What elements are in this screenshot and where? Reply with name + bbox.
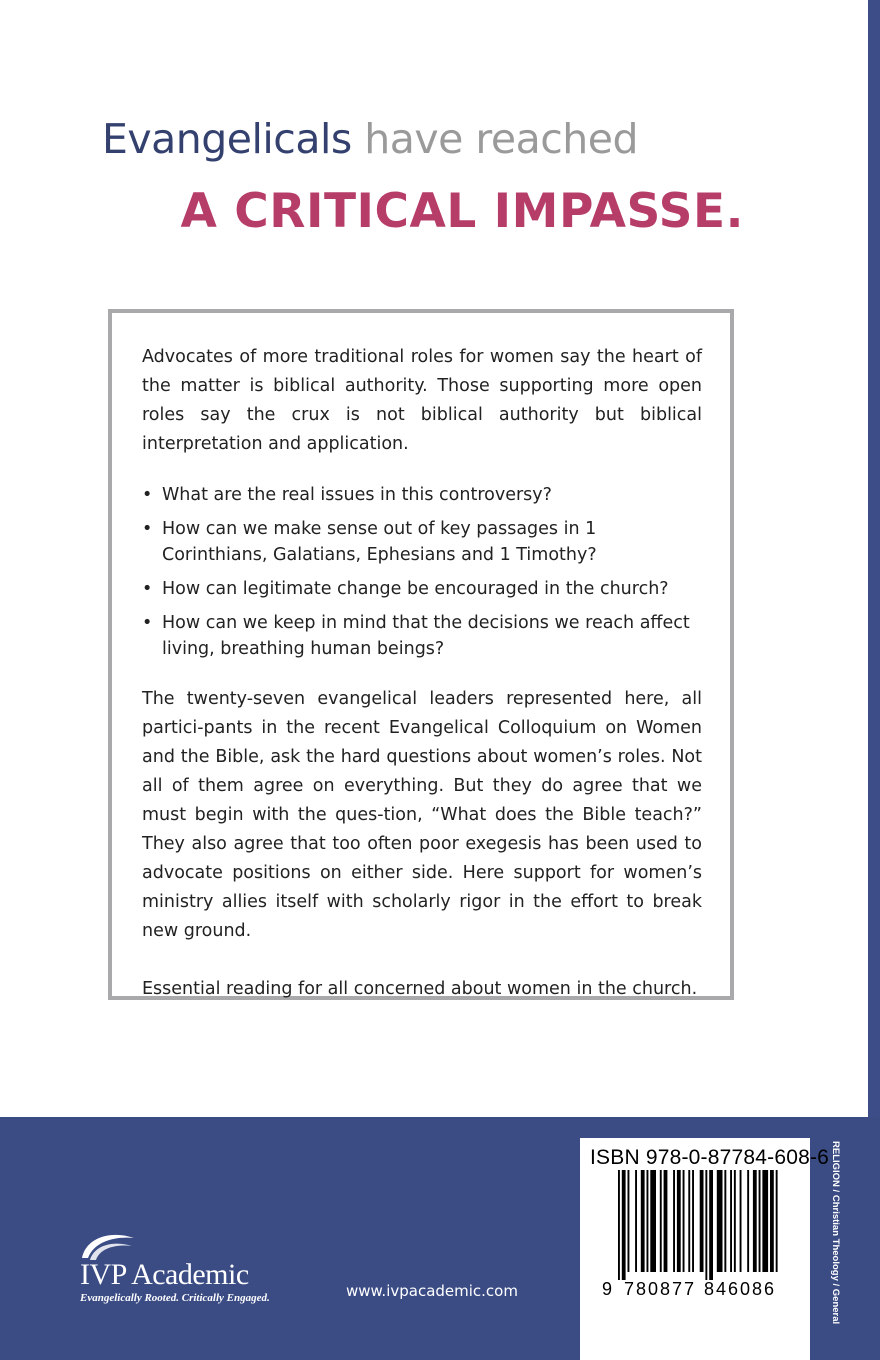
barcode-bar bbox=[776, 1170, 778, 1272]
barcode-bar bbox=[622, 1170, 626, 1280]
barcode-digits-left: 780877 bbox=[624, 1279, 697, 1299]
barcode-bar bbox=[660, 1170, 662, 1272]
barcode-bar bbox=[759, 1170, 761, 1272]
barcode-bar bbox=[770, 1170, 774, 1272]
headline-line-1 bbox=[102, 114, 638, 164]
blurb-text bbox=[142, 343, 702, 1004]
barcode-bar bbox=[628, 1170, 630, 1272]
barcode-image bbox=[580, 1138, 810, 1360]
barcode-bar bbox=[717, 1170, 723, 1272]
headline-line-2: A CRITICAL IMPASSE. bbox=[180, 184, 744, 239]
blurb-body: The twenty-seven evangelical leaders represented here, all partici-pants in the recent Evangelical Colloquium on Women and the Bible, ask the hard questions about women’s roles. Not all of them agree on everything. But they do agree that we must begin with the ques-tion, “What does the Bible teach?” They also agree that too often poor exegesis has been used to advocate positions on either side. Here support for women’s ministry allies itself with scholarly rigor in the effort to break new ground. bbox=[142, 689, 702, 941]
barcode-bar bbox=[650, 1170, 656, 1272]
publisher-logo bbox=[78, 1228, 298, 1308]
barcode-bar bbox=[677, 1170, 681, 1272]
barcode-bar bbox=[683, 1170, 685, 1272]
blurb-closing: Essential reading for all concerned about women in the church. bbox=[142, 979, 698, 999]
question-item: • How can we make sense out of key passages in 1 Corinthians, Galatians, Ephesians and 1 Timothy? bbox=[142, 516, 702, 568]
barcode-bar bbox=[692, 1170, 694, 1272]
category-label: RELIGION / Christian Theology / General bbox=[830, 1141, 841, 1325]
barcode-bar bbox=[647, 1170, 649, 1272]
blurb-intro: Advocates of more traditional roles for women say the heart of the matter is biblical authority. Those supporting more open roles say the crux is not biblical authority but biblical interpretation and application. bbox=[142, 347, 702, 454]
barcode-bar bbox=[664, 1170, 668, 1272]
barcode-bar bbox=[724, 1170, 726, 1272]
barcode-panel bbox=[580, 1138, 830, 1360]
question-item: • How can we keep in mind that the decisions we reach affect living, breathing human beings? bbox=[142, 610, 702, 662]
question-list bbox=[142, 482, 702, 662]
barcode-bar bbox=[635, 1170, 637, 1272]
website-link[interactable]: www.ivpacademic.com bbox=[346, 1282, 518, 1300]
barcode-bar bbox=[734, 1170, 736, 1272]
barcode-bar bbox=[618, 1170, 620, 1280]
publisher-name: IVP Academic bbox=[80, 1258, 249, 1291]
headline-part-2: have reached bbox=[364, 115, 638, 163]
isbn-number: ISBN 978-0-87784-608-6 bbox=[590, 1146, 830, 1169]
publisher-tagline: Evangelically Rooted. Critically Engaged. bbox=[80, 1292, 270, 1304]
barcode-bar bbox=[730, 1170, 732, 1272]
barcode-bar bbox=[673, 1170, 675, 1272]
barcode-bar bbox=[688, 1170, 690, 1272]
headline-part-1: Evangelicals bbox=[102, 115, 352, 163]
barcode-digits-right: 846086 bbox=[704, 1279, 777, 1299]
barcode-bar bbox=[641, 1170, 645, 1272]
barcode-bar bbox=[762, 1170, 768, 1272]
barcode-bar bbox=[709, 1170, 713, 1280]
ivp-arch-logo-icon bbox=[80, 1228, 140, 1262]
spine-edge bbox=[868, 0, 880, 1117]
question-item: • How can legitimate change be encouraged in the church? bbox=[142, 576, 702, 602]
question-item: • What are the real issues in this controversy? bbox=[142, 482, 702, 508]
barcode-bar bbox=[747, 1170, 749, 1272]
barcode-bar bbox=[700, 1170, 704, 1272]
barcode-bar bbox=[740, 1170, 742, 1272]
barcode-bar bbox=[753, 1170, 757, 1272]
barcode-bar bbox=[705, 1170, 707, 1280]
barcode-digit-lead: 9 bbox=[602, 1279, 613, 1299]
